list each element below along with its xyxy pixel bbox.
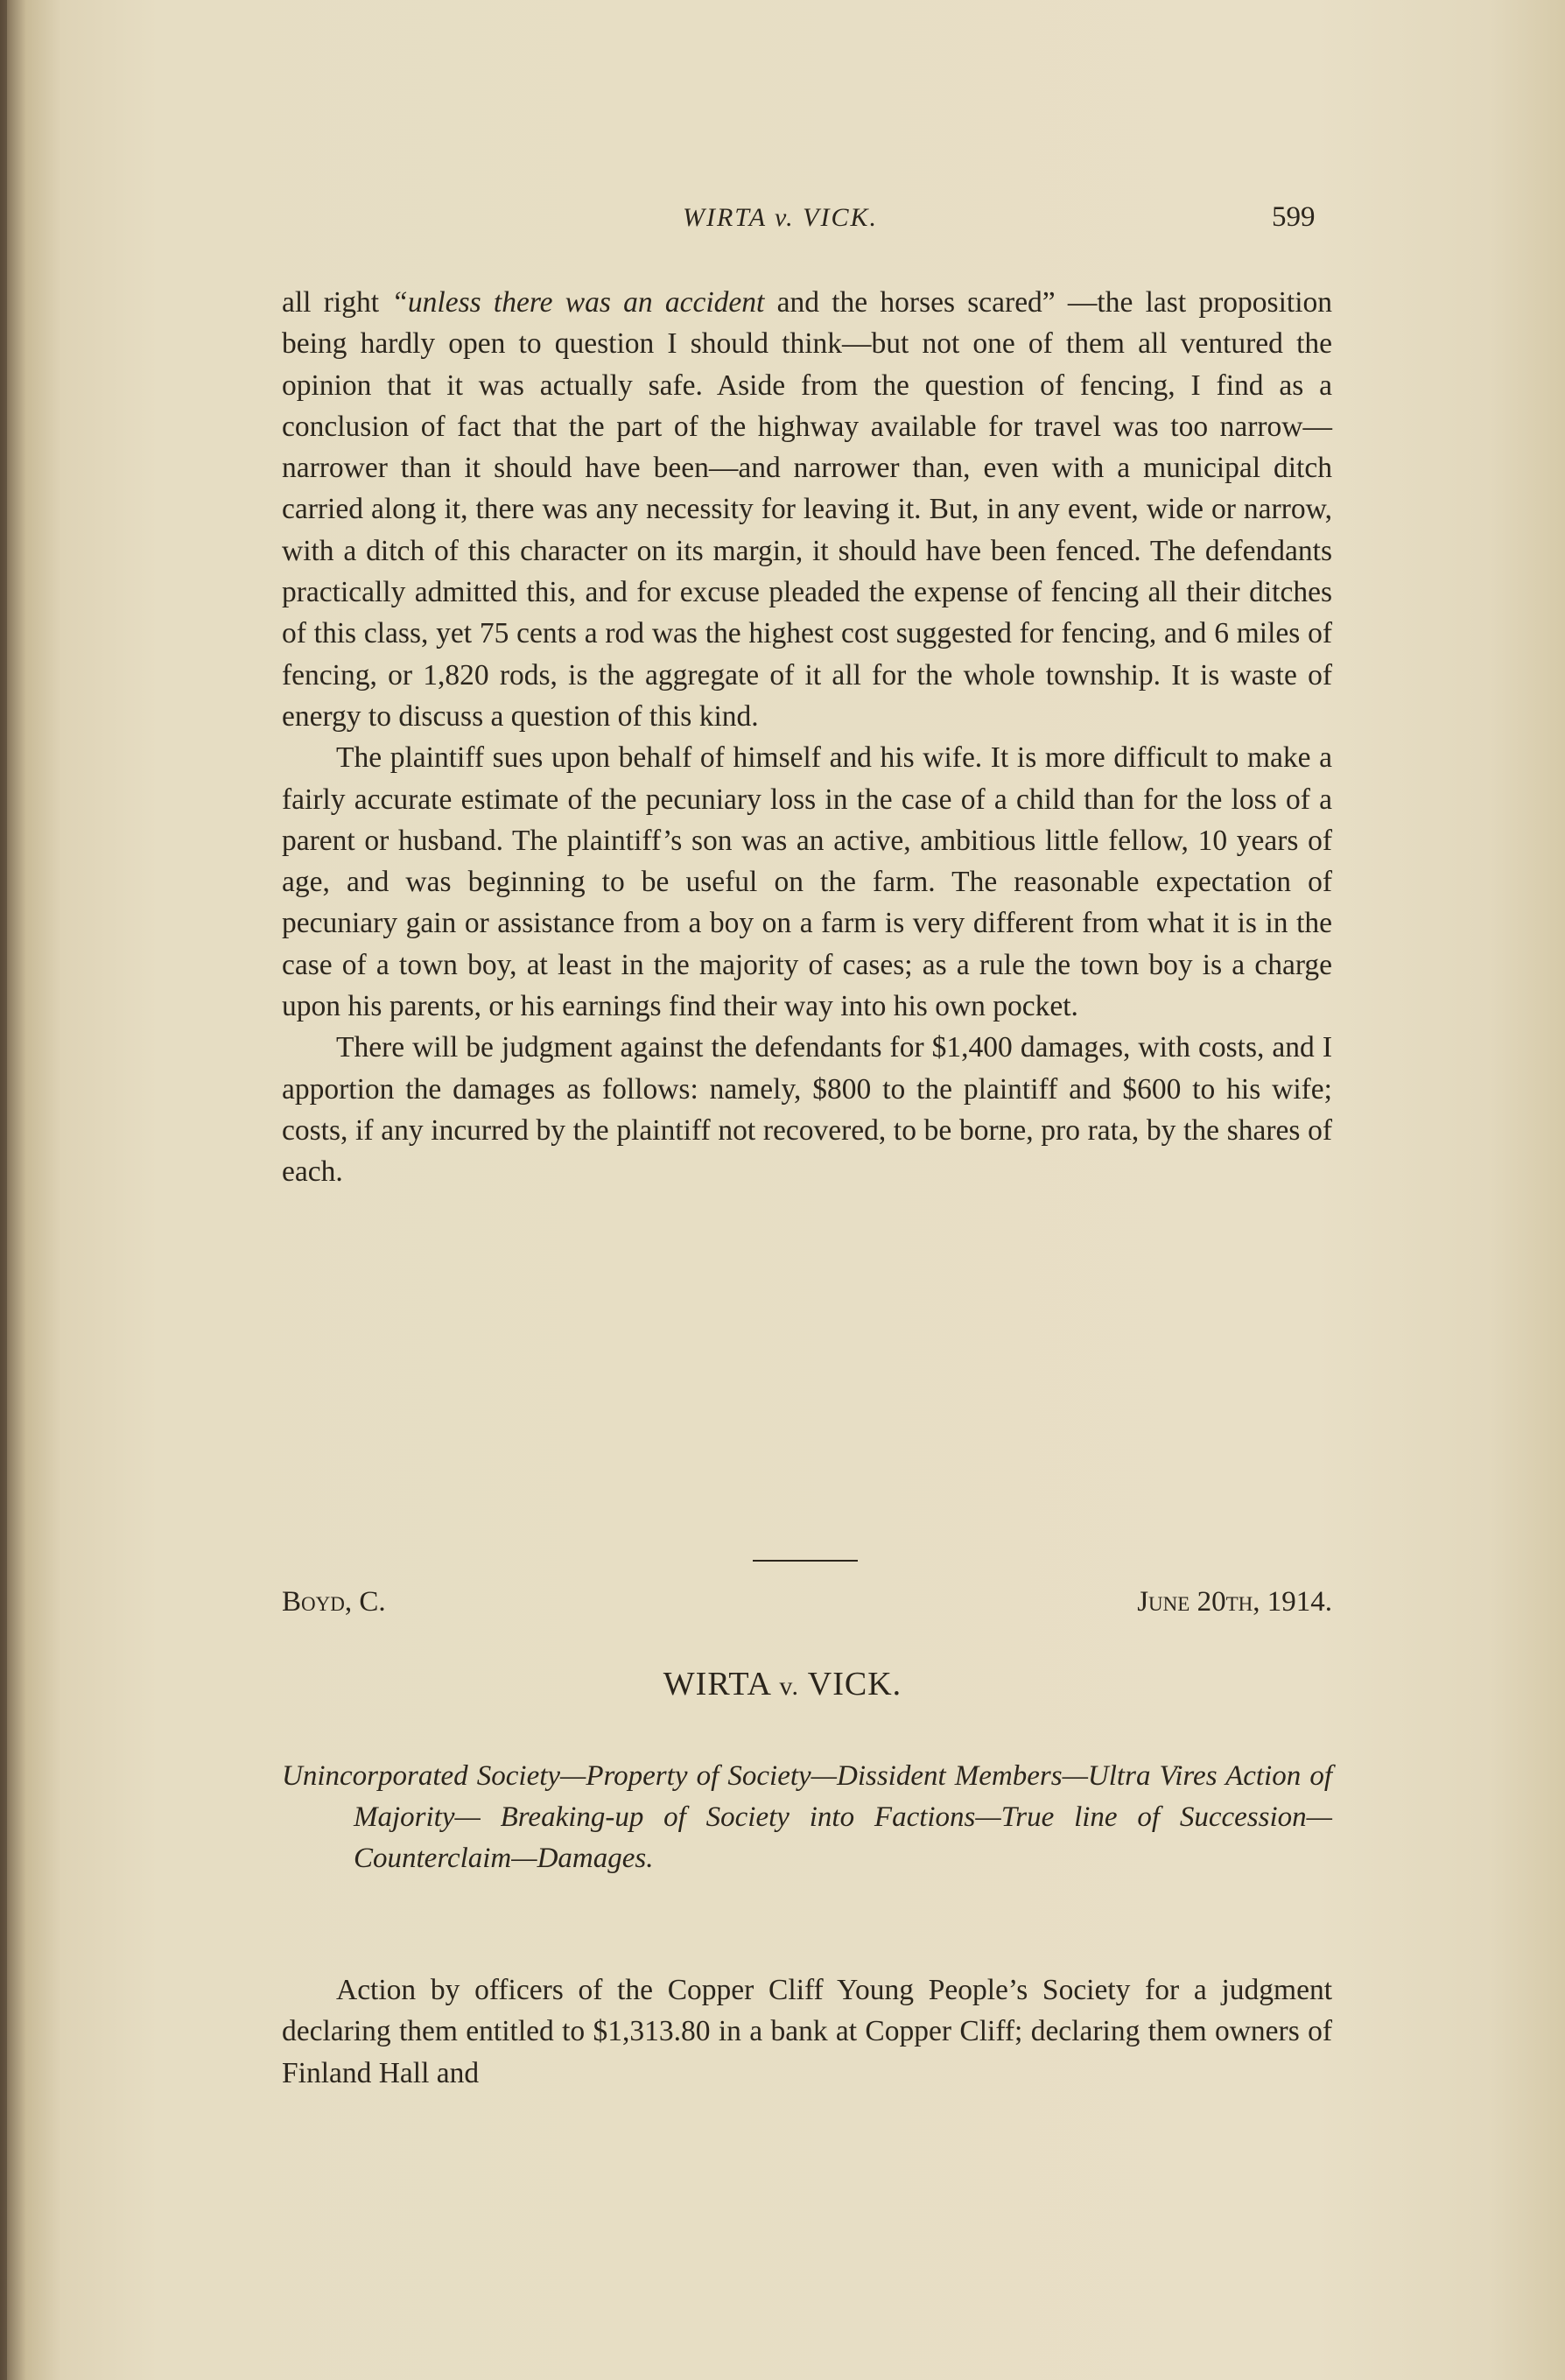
paragraph-fencing-rest: and the horses scared” —the last proposition being hardly open to question I should think—but not one of them all ventured the opinion that it was actually safe. Aside from the question of fencing, I find as a conclusion of fact that the part of the highway available for travel was too narrow—narrower than it should have been—and narrower than, even with a municipal ditch carried along it, there was any necessity for leaving it. But, in any event, wide or narrow, with a ditch of this character on its margin, it should have been fenced. The defendants practically admitted this, and for excuse pleaded the expense of fencing all their ditches of this class, yet 75 cents a rod was the highest cost suggested for fencing, and 6 miles of fencing, or 1,820 rods, is the aggregate of it all for the whole township. It is waste of energy to discuss a question of this kind. — [282, 286, 1332, 733]
book-spine-shadow — [0, 0, 7, 2380]
action-text-block — [282, 1969, 1332, 2094]
running-head: WIRTA v. VICK. — [683, 203, 878, 232]
case-title-defendant: VICK. — [807, 1666, 902, 1703]
paragraph-pecuniary-loss: The plaintiff sues upon behalf of himself and his wife. It is more difficult to make a fairly accurate estimate of the pecuniary loss in the case of a child than for the loss of a parent or husband. The plaintiff’s son was an active, ambitious little fellow, 10 years of age, and was beginning to be useful on the farm. The reasonable expectation of pecuniary gain or assistance from a boy on a farm is very different from what it is in the case of a town boy, at least in the majority of cases; as a rule the town boy is a charge upon his parents, or his earnings find their way into his own pocket. — [282, 741, 1332, 1023]
paragraph-action: Action by officers of the Copper Cliff Young People’s Society for a judgment declaring them entitled to $1,313.80 in a bank at Copper Cliff; declaring them owners of Finland Hall and — [282, 1974, 1332, 2089]
judgment-date: June 20th, 1914. — [1137, 1586, 1332, 1618]
judge-name: Boyd, C. — [282, 1586, 386, 1618]
judgment-text — [282, 282, 1332, 1193]
section-divider — [753, 1560, 858, 1562]
case-title-plaintiff: WIRTA — [663, 1666, 770, 1703]
case-title — [0, 1665, 1565, 1703]
page-number: 599 — [1272, 201, 1316, 233]
case-headnote: Unincorporated Society—Property of Society—Dissident Members—Ultra Vires Action of Majority— Breaking-up of Society into Factions—True line of Succession—Counterclaim—Damages. — [282, 1760, 1332, 1874]
paragraph-fencing-start: all right — [282, 286, 392, 319]
paragraph-fencing — [282, 282, 1332, 737]
case-title-versus: v. — [779, 1672, 799, 1701]
paragraph-damages: There will be judgment against the defendants for $1,400 damages, with costs, and I apportion the damages as follows: namely, $800 to the plaintiff and $600 to his wife; costs, if any incurred by the plaintiff not recovered, to be borne, pro rata, by the shares of each. — [282, 1031, 1332, 1189]
quoted-phrase: “unless there was an accident — [391, 286, 765, 319]
